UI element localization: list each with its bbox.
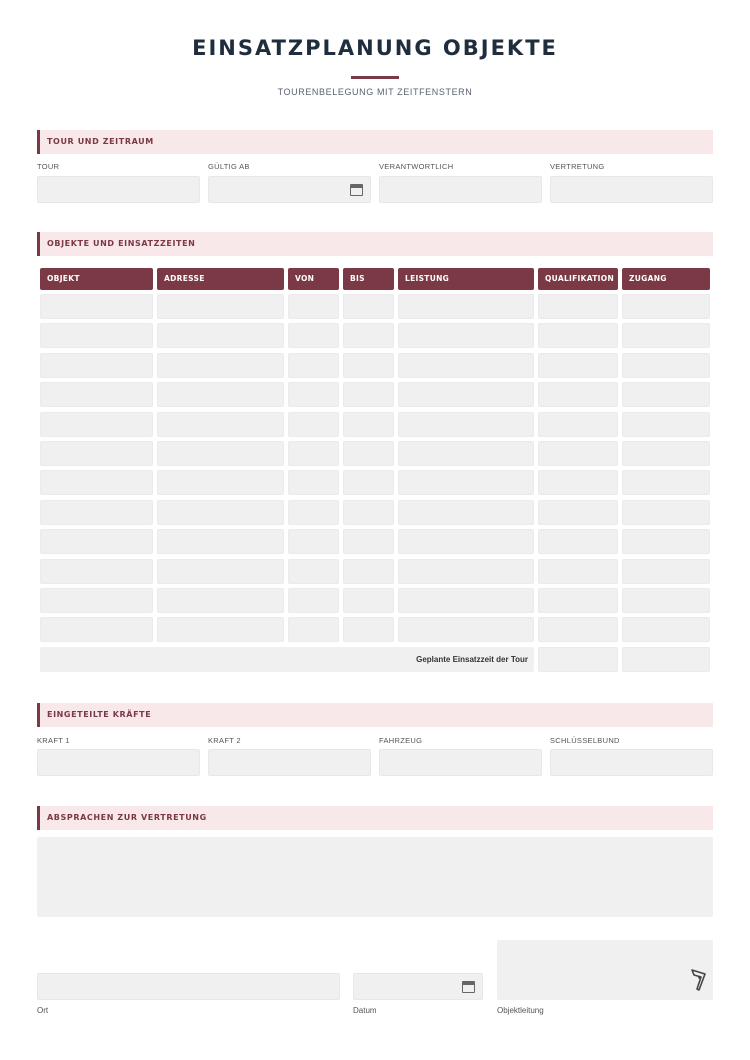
- title-underline: [351, 76, 399, 79]
- staff2-field[interactable]: [208, 749, 371, 776]
- table-cell[interactable]: [157, 382, 284, 407]
- table-cell[interactable]: [157, 412, 284, 437]
- table-cell[interactable]: [622, 617, 710, 642]
- table-cell[interactable]: [157, 500, 284, 525]
- table-cell[interactable]: [157, 617, 284, 642]
- page-subtitle: TOURENBELEGUNG MIT ZEITFENSTERN: [277, 87, 473, 97]
- table-cell[interactable]: [343, 382, 394, 407]
- table-cell[interactable]: [622, 412, 710, 437]
- page-title: EINSATZPLANUNG OBJEKTE: [192, 36, 558, 60]
- table-cell[interactable]: [398, 353, 534, 378]
- responsible-label: VERANTWORTLICH: [379, 162, 454, 171]
- table-cell[interactable]: [343, 412, 394, 437]
- table-cell[interactable]: [538, 323, 618, 348]
- table-cell[interactable]: [157, 294, 284, 319]
- table-cell[interactable]: [622, 588, 710, 613]
- section-heading-notes: ABSPRACHEN ZUR VERTRETUNG: [37, 806, 713, 830]
- table-cell[interactable]: [40, 470, 153, 495]
- table-cell[interactable]: [157, 470, 284, 495]
- total-time-cell[interactable]: [538, 647, 618, 672]
- table-header-adresse: ADRESSE: [157, 268, 284, 290]
- table-cell[interactable]: [538, 382, 618, 407]
- keyring-label: SCHLÜSSELBUND: [550, 736, 620, 745]
- table-cell[interactable]: [398, 617, 534, 642]
- table-cell[interactable]: [398, 500, 534, 525]
- table-cell[interactable]: [538, 294, 618, 319]
- staff2-label: KRAFT 2: [208, 736, 241, 745]
- table-cell[interactable]: [40, 529, 153, 554]
- pen-nib-icon: [689, 968, 707, 992]
- table-cell[interactable]: [622, 559, 710, 584]
- table-cell[interactable]: [343, 323, 394, 348]
- table-cell[interactable]: [538, 412, 618, 437]
- table-cell[interactable]: [40, 412, 153, 437]
- table-header-von: VON: [288, 268, 339, 290]
- date-field[interactable]: [353, 973, 483, 1000]
- table-cell[interactable]: [40, 382, 153, 407]
- responsible-field[interactable]: [379, 176, 542, 203]
- total-time-label: Geplante Einsatzzeit der Tour: [40, 647, 534, 672]
- table-cell[interactable]: [538, 559, 618, 584]
- table-cell[interactable]: [398, 323, 534, 348]
- table-cell[interactable]: [40, 617, 153, 642]
- table-cell[interactable]: [538, 441, 618, 466]
- table-cell[interactable]: [622, 323, 710, 348]
- valid-from-field[interactable]: [208, 176, 371, 203]
- staff1-label: KRAFT 1: [37, 736, 70, 745]
- vehicle-label: FAHRZEUG: [379, 736, 423, 745]
- table-cell[interactable]: [343, 559, 394, 584]
- table-cell[interactable]: [40, 441, 153, 466]
- table-header-zugang: ZUGANG: [622, 268, 710, 290]
- tour-label: TOUR: [37, 162, 60, 171]
- substitute-field[interactable]: [550, 176, 713, 203]
- table-cell[interactable]: [288, 382, 339, 407]
- table-cell[interactable]: [288, 470, 339, 495]
- table-cell[interactable]: [538, 353, 618, 378]
- table-cell[interactable]: [288, 294, 339, 319]
- notes-textarea[interactable]: [37, 837, 713, 917]
- table-cell[interactable]: [398, 294, 534, 319]
- calendar-icon[interactable]: [462, 981, 475, 993]
- table-cell[interactable]: [157, 323, 284, 348]
- table-cell[interactable]: [398, 412, 534, 437]
- table-cell[interactable]: [288, 588, 339, 613]
- substitute-label: VERTRETUNG: [550, 162, 605, 171]
- table-cell[interactable]: [538, 588, 618, 613]
- date-label: Datum: [353, 1006, 377, 1015]
- total-time-cell[interactable]: [622, 647, 710, 672]
- table-cell[interactable]: [538, 470, 618, 495]
- section-heading-staff: EINGETEILTE KRÄFTE: [37, 703, 713, 727]
- table-cell[interactable]: [398, 559, 534, 584]
- table-cell[interactable]: [343, 500, 394, 525]
- table-cell[interactable]: [538, 529, 618, 554]
- table-cell[interactable]: [622, 353, 710, 378]
- table-cell[interactable]: [288, 323, 339, 348]
- table-cell[interactable]: [398, 588, 534, 613]
- table-header-bis: BIS: [343, 268, 394, 290]
- valid-from-label: GÜLTIG AB: [208, 162, 250, 171]
- table-cell[interactable]: [157, 441, 284, 466]
- keyring-field[interactable]: [550, 749, 713, 776]
- table-cell[interactable]: [343, 470, 394, 495]
- vehicle-field[interactable]: [379, 749, 542, 776]
- table-cell[interactable]: [398, 470, 534, 495]
- table-cell[interactable]: [343, 617, 394, 642]
- table-cell[interactable]: [622, 529, 710, 554]
- table-cell[interactable]: [538, 617, 618, 642]
- table-cell[interactable]: [40, 588, 153, 613]
- table-header-objekt: OBJEKT: [40, 268, 153, 290]
- table-cell[interactable]: [622, 382, 710, 407]
- tour-field[interactable]: [37, 176, 200, 203]
- table-cell[interactable]: [40, 323, 153, 348]
- table-cell[interactable]: [622, 500, 710, 525]
- staff1-field[interactable]: [37, 749, 200, 776]
- manager-label: Objektleitung: [497, 1006, 544, 1015]
- table-cell[interactable]: [622, 441, 710, 466]
- table-cell[interactable]: [40, 353, 153, 378]
- table-header-leistung: LEISTUNG: [398, 268, 534, 290]
- section-heading-objects: OBJEKTE UND EINSATZZEITEN: [37, 232, 713, 256]
- table-cell[interactable]: [288, 559, 339, 584]
- table-cell[interactable]: [343, 529, 394, 554]
- place-label: Ort: [37, 1006, 49, 1015]
- table-cell[interactable]: [288, 617, 339, 642]
- table-cell[interactable]: [288, 412, 339, 437]
- signature-box[interactable]: [497, 940, 713, 1000]
- table-cell[interactable]: [398, 441, 534, 466]
- table-cell[interactable]: [622, 470, 710, 495]
- table-cell[interactable]: [157, 559, 284, 584]
- table-cell[interactable]: [40, 500, 153, 525]
- calendar-icon[interactable]: [350, 184, 363, 196]
- table-cell[interactable]: [622, 294, 710, 319]
- table-cell[interactable]: [343, 353, 394, 378]
- table-cell[interactable]: [288, 529, 339, 554]
- place-field[interactable]: [37, 973, 340, 1000]
- table-cell[interactable]: [343, 294, 394, 319]
- table-cell[interactable]: [40, 559, 153, 584]
- table-cell[interactable]: [398, 382, 534, 407]
- table-cell[interactable]: [157, 353, 284, 378]
- table-header-qualifikation: QUALIFIKATION: [538, 268, 618, 290]
- table-cell[interactable]: [343, 441, 394, 466]
- table-cell[interactable]: [288, 500, 339, 525]
- table-cell[interactable]: [157, 529, 284, 554]
- table-cell[interactable]: [157, 588, 284, 613]
- table-cell[interactable]: [40, 294, 153, 319]
- table-cell[interactable]: [343, 588, 394, 613]
- table-cell[interactable]: [288, 441, 339, 466]
- table-cell[interactable]: [288, 353, 339, 378]
- section-heading-tour: TOUR UND ZEITRAUM: [37, 130, 713, 154]
- table-cell[interactable]: [398, 529, 534, 554]
- table-cell[interactable]: [538, 500, 618, 525]
